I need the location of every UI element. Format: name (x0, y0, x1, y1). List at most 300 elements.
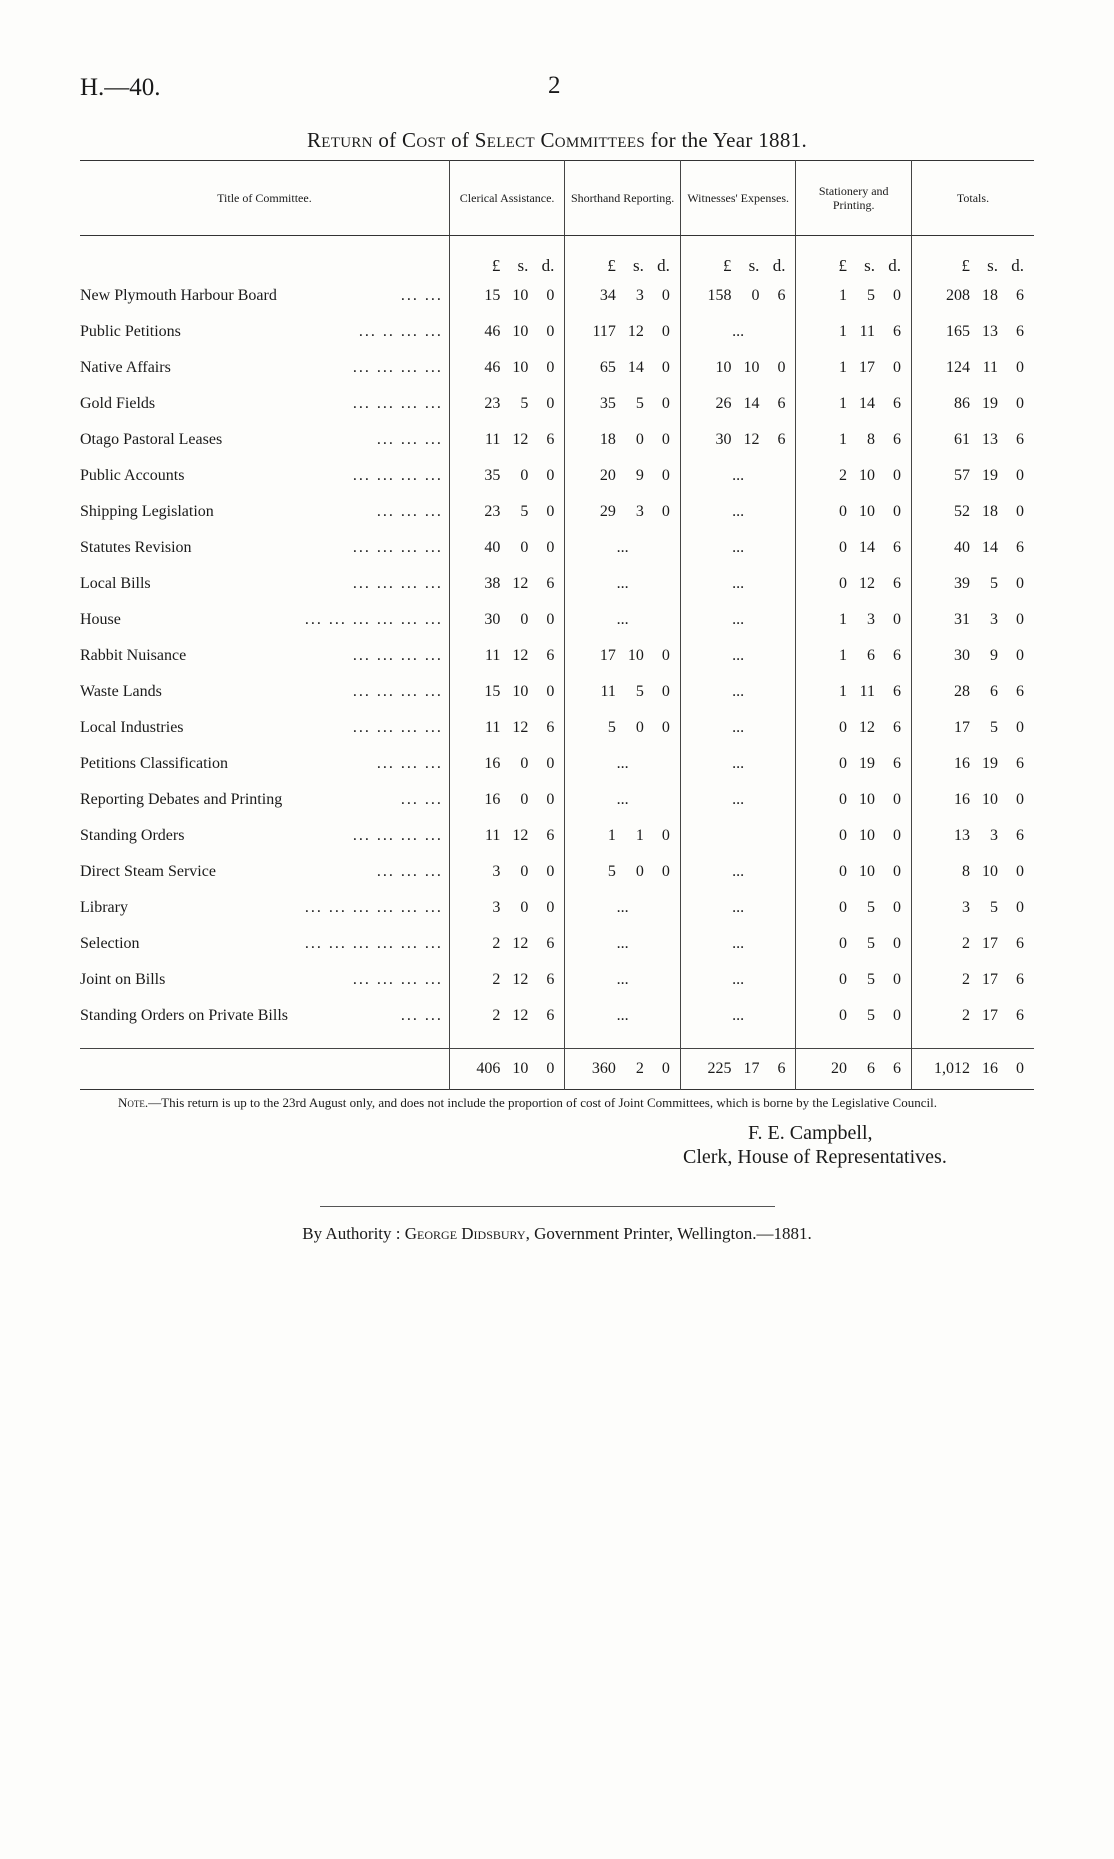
document-title (0, 128, 1114, 153)
amount-cell (565, 602, 681, 638)
nil-entry: ... (732, 719, 745, 736)
pounds-value: 26 (715, 395, 732, 412)
committee-name-cell (80, 710, 449, 746)
amount (912, 791, 1034, 809)
shillings-value: 18 (982, 503, 998, 520)
pence-value: 6 (1016, 827, 1024, 844)
pence-value: 0 (892, 467, 901, 484)
pence-value: 0 (546, 287, 555, 304)
amount-cell (680, 818, 796, 854)
pounds-value: 35 (599, 395, 616, 412)
amount (796, 323, 911, 341)
pounds-value: 0 (838, 1007, 847, 1024)
shillings-value: 0 (635, 719, 644, 736)
pounds-value: 2 (962, 971, 970, 988)
currency-unit-labels (796, 256, 911, 276)
pounds-value: 29 (599, 503, 616, 520)
shillings-value: 0 (520, 467, 529, 484)
pounds-value: 2 (962, 1007, 970, 1024)
nil-entry: ... (732, 539, 745, 556)
nil-entry: ... (616, 575, 629, 592)
pounds-value: 0 (838, 863, 847, 880)
amount-cell (565, 386, 681, 422)
pence-value: 0 (1016, 863, 1024, 880)
amount (796, 719, 911, 737)
shillings-value: 12 (858, 719, 875, 736)
shillings-value: 12 (627, 323, 644, 340)
amount (565, 323, 680, 341)
committee-name (80, 899, 449, 917)
amount (681, 431, 796, 449)
amount-cell (565, 530, 681, 566)
shillings-value: 5 (990, 575, 998, 592)
amount-cell (796, 926, 912, 962)
amount-cell (911, 710, 1034, 746)
shillings-value: 17 (982, 971, 998, 988)
amount-cell (449, 314, 565, 350)
amount (912, 575, 1034, 593)
amount (450, 647, 565, 665)
pence-value: 0 (892, 1007, 901, 1024)
shillings-value: 10 (858, 503, 875, 520)
committee-name (80, 467, 449, 485)
nil-entry: ... (732, 683, 745, 700)
pence-value: 6 (1016, 755, 1024, 772)
shillings-value: 8 (866, 431, 875, 448)
shillings-value: 0 (751, 287, 760, 304)
amount-cell (680, 638, 796, 674)
table-row (80, 746, 1034, 782)
pounds-value: 2 (962, 935, 970, 952)
pence-value: 6 (1016, 323, 1024, 340)
amount-cell (796, 602, 912, 638)
committee-name (80, 827, 449, 845)
shillings-value: 5 (866, 1007, 875, 1024)
pounds-value: 2 (492, 971, 501, 988)
shillings-value: 12 (512, 647, 529, 664)
amount (796, 431, 911, 449)
leader-dots: ... .. ... ... (358, 323, 443, 340)
shillings-value: 0 (520, 755, 529, 772)
committee-name (80, 395, 449, 413)
committee-title: Native Affairs (80, 359, 171, 376)
pence-value: 0 (892, 827, 901, 844)
signatory-name: F. E. Campbell, (748, 1122, 873, 1144)
nil-entry: ... (616, 899, 629, 916)
pence-value: 0 (546, 323, 555, 340)
shillings-value: 5 (866, 935, 875, 952)
nil-entry: ... (616, 971, 629, 988)
committee-name (80, 971, 449, 989)
nil-entry: ... (732, 899, 745, 916)
amount-cell (911, 782, 1034, 818)
shillings-value: 10 (982, 791, 998, 808)
amount-cell (680, 674, 796, 710)
currency-unit-labels (565, 256, 680, 276)
table-row (80, 350, 1034, 386)
committee-name (80, 683, 449, 701)
pence-value: 0 (892, 971, 901, 988)
pounds-value: 86 (954, 395, 970, 412)
pence-value: 6 (892, 683, 901, 700)
table-row (80, 926, 1034, 962)
pence-value: 6 (1016, 287, 1024, 304)
amount (912, 935, 1034, 953)
pounds-value: 1 (838, 647, 847, 664)
shillings-value: 5 (635, 683, 644, 700)
shillings-value: 19 (982, 467, 998, 484)
committee-name-cell (80, 386, 449, 422)
pound-symbol: £ (722, 256, 732, 275)
amount-cell (796, 710, 912, 746)
amount (912, 323, 1034, 341)
amount-cell (911, 350, 1034, 386)
leader-dots: ... ... ... ... (352, 467, 443, 484)
pounds-value: 40 (954, 539, 970, 556)
pence-value: 0 (546, 1060, 555, 1077)
amount (565, 431, 680, 449)
amount-cell (565, 890, 681, 926)
amount (912, 863, 1034, 881)
shillings-value: 2 (635, 1060, 644, 1077)
shillings-value: 3 (990, 611, 998, 628)
amount-cell (449, 710, 565, 746)
committee-title: Public Accounts (80, 467, 185, 484)
committee-name (80, 1007, 449, 1025)
amount-cell (680, 278, 796, 314)
shillings-value: 17 (858, 359, 875, 376)
shillings-value: 5 (635, 395, 644, 412)
shilling-symbol: s. (987, 256, 998, 275)
leader-dots: ... ... ... ... (352, 683, 443, 700)
amount-cell (680, 494, 796, 530)
amount (912, 359, 1034, 377)
pounds-value: 61 (954, 431, 970, 448)
pounds-value: 2 (492, 935, 501, 952)
amount-cell (565, 782, 681, 818)
nil-entry: ... (732, 647, 745, 664)
totals-row (80, 1049, 1034, 1090)
shillings-value: 10 (743, 359, 760, 376)
pence-value: 0 (546, 791, 555, 808)
pence-value: 0 (661, 359, 670, 376)
amount-cell (565, 926, 681, 962)
shillings-value: 5 (520, 503, 529, 520)
pence-value: 0 (892, 359, 901, 376)
table-row (80, 278, 1034, 314)
imprint-suffix: Government Printer, Wellington.—1881. (534, 1224, 812, 1243)
amount-cell (565, 962, 681, 998)
shillings-value: 11 (982, 359, 998, 376)
pounds-value: 0 (838, 935, 847, 952)
leader-dots: ... ... ... ... (352, 395, 443, 412)
blank-cell (796, 1034, 912, 1049)
amount-cell (911, 494, 1034, 530)
amount (450, 827, 565, 845)
committee-title: Gold Fields (80, 395, 156, 412)
shillings-value: 0 (520, 791, 529, 808)
committee-name-cell (80, 998, 449, 1034)
pounds-value: 165 (946, 323, 970, 340)
amount-cell (565, 350, 681, 386)
pence-value: 6 (777, 1060, 786, 1077)
amount (912, 827, 1034, 845)
pounds-value: 52 (954, 503, 970, 520)
pence-value: 0 (661, 503, 670, 520)
pence-value: 0 (1016, 719, 1024, 736)
committee-title: Standing Orders (80, 827, 185, 844)
pounds-value: 0 (838, 827, 847, 844)
amount-cell (680, 782, 796, 818)
pounds-value: 208 (946, 287, 970, 304)
shillings-value: 5 (866, 971, 875, 988)
amount (796, 935, 911, 953)
shillings-value: 5 (520, 395, 529, 412)
currency-units (911, 236, 1034, 279)
committee-name (80, 647, 449, 665)
pounds-value: 1 (838, 431, 847, 448)
pounds-value: 15 (484, 287, 501, 304)
pence-value: 0 (1016, 395, 1024, 412)
amount (450, 287, 565, 305)
shillings-value: 6 (866, 1060, 875, 1077)
pounds-value: 23 (484, 395, 501, 412)
amount-cell (680, 962, 796, 998)
amount (450, 1007, 565, 1025)
pence-value: 6 (892, 575, 901, 592)
nil-entry: ... (616, 611, 629, 628)
leader-dots: ... ... ... ... ... ... (304, 611, 443, 628)
note-text: —This return is up to the 23rd August only, and does not include the proportion of cost of Joint Committees, which is borne by the Legislative Council. (148, 1095, 937, 1110)
shillings-value: 19 (982, 395, 998, 412)
pounds-value: 1 (838, 683, 847, 700)
committee-name-cell (80, 350, 449, 386)
pounds-value: 38 (484, 575, 501, 592)
pounds-value: 0 (838, 971, 847, 988)
amount-cell (449, 638, 565, 674)
note-label: Note. (118, 1095, 149, 1110)
amount-cell (911, 674, 1034, 710)
amount-cell (680, 386, 796, 422)
amount-cell (796, 782, 912, 818)
pence-value: 6 (892, 539, 901, 556)
amount-cell (911, 602, 1034, 638)
spacer-row (80, 1034, 1034, 1049)
amount-cell (565, 854, 681, 890)
amount (796, 863, 911, 881)
amount-cell (449, 998, 565, 1034)
amount-cell (565, 422, 681, 458)
committee-name-cell (80, 962, 449, 998)
amount (450, 755, 565, 773)
pence-value: 0 (546, 899, 555, 916)
table-row (80, 782, 1034, 818)
pence-symbol: d. (772, 256, 786, 275)
amount-cell (449, 350, 565, 386)
pounds-value: 20 (599, 467, 616, 484)
committee-name-cell (80, 674, 449, 710)
shillings-value: 17 (982, 1007, 998, 1024)
table-row (80, 998, 1034, 1034)
committee-title: Statutes Revision (80, 539, 192, 556)
shillings-value: 10 (858, 827, 875, 844)
amount-cell (680, 350, 796, 386)
amount (565, 359, 680, 377)
amount-cell (796, 890, 912, 926)
amount-cell (449, 422, 565, 458)
pounds-value: 57 (954, 467, 970, 484)
amount-cell (680, 458, 796, 494)
nil-entry: ... (732, 971, 745, 988)
col-header-witnesses: Witnesses' Expenses. (680, 161, 796, 236)
committee-name-cell (80, 926, 449, 962)
amount (450, 791, 565, 809)
pence-value: 6 (546, 827, 555, 844)
amount-cell (911, 746, 1034, 782)
amount (565, 1060, 680, 1078)
committee-name (80, 755, 449, 773)
pounds-value: 16 (484, 791, 501, 808)
footnote (80, 1096, 1034, 1110)
amount-cell (449, 962, 565, 998)
amount (912, 431, 1034, 449)
amount-cell (449, 530, 565, 566)
amount (796, 287, 911, 305)
amount-cell (796, 854, 912, 890)
shillings-value: 19 (858, 755, 875, 772)
pence-value: 6 (546, 935, 555, 952)
shillings-value: 10 (512, 1060, 529, 1077)
table-row (80, 854, 1034, 890)
amount-cell (565, 710, 681, 746)
committee-title: Library (80, 899, 128, 916)
amount-cell (680, 890, 796, 926)
col-header-totals: Totals. (911, 161, 1034, 236)
amount-cell (565, 638, 681, 674)
amount-cell (565, 746, 681, 782)
blank-cell (80, 1034, 449, 1049)
amount-cell (911, 1049, 1034, 1090)
committee-title: Local Industries (80, 719, 184, 736)
amount (450, 575, 565, 593)
amount-cell (796, 674, 912, 710)
table-row (80, 818, 1034, 854)
table-row (80, 962, 1034, 998)
nil-entry: ... (616, 1007, 629, 1024)
amount-cell (449, 1049, 565, 1090)
pounds-value: 30 (484, 611, 501, 628)
pence-value: 6 (777, 431, 786, 448)
page-number: 2 (548, 72, 561, 99)
shillings-value: 9 (990, 647, 998, 664)
pounds-value: 360 (591, 1060, 616, 1077)
nil-entry: ... (732, 467, 745, 484)
committee-name (80, 719, 449, 737)
pence-value: 6 (1016, 431, 1024, 448)
amount (912, 1007, 1034, 1025)
committee-name (80, 611, 449, 629)
amount-cell (565, 818, 681, 854)
pounds-value: 0 (838, 575, 847, 592)
amount-cell (911, 566, 1034, 602)
amount (796, 683, 911, 701)
pence-value: 0 (661, 647, 670, 664)
amount (450, 503, 565, 521)
amount-cell (911, 926, 1034, 962)
nil-entry: ... (732, 611, 745, 628)
leader-dots: ... ... ... ... ... ... (304, 899, 443, 916)
committee-name-cell (80, 854, 449, 890)
committee-name (80, 575, 449, 593)
pence-value: 0 (1016, 611, 1024, 628)
shillings-value: 12 (512, 827, 529, 844)
table-row (80, 602, 1034, 638)
committee-name-cell (80, 494, 449, 530)
shillings-value: 18 (982, 287, 998, 304)
amount (796, 755, 911, 773)
pence-value: 0 (661, 683, 670, 700)
pence-value: 6 (1016, 1007, 1024, 1024)
shillings-value: 10 (858, 863, 875, 880)
shillings-value: 10 (512, 287, 529, 304)
table-row (80, 638, 1034, 674)
pounds-value: 30 (954, 647, 970, 664)
amount-cell (449, 278, 565, 314)
nil-entry: ... (732, 323, 745, 340)
table-body (80, 236, 1034, 1090)
amount-cell (796, 998, 912, 1034)
amount (450, 935, 565, 953)
leader-dots: ... ... ... ... (352, 539, 443, 556)
leader-dots: ... ... ... (376, 755, 443, 772)
committee-title: House (80, 611, 121, 628)
amount (450, 467, 565, 485)
pounds-value: 3 (492, 863, 501, 880)
committee-name (80, 791, 449, 809)
shillings-value: 12 (512, 1007, 529, 1024)
committee-title: Local Bills (80, 575, 151, 592)
amount-cell (911, 458, 1034, 494)
pounds-value: 0 (838, 899, 847, 916)
nil-entry: ... (616, 935, 629, 952)
amount-cell (911, 854, 1034, 890)
shillings-value: 5 (990, 719, 998, 736)
pence-value: 0 (546, 611, 555, 628)
imprint-prefix: By Authority : (302, 1224, 401, 1243)
pounds-value: 1 (838, 323, 847, 340)
shillings-value: 3 (635, 287, 644, 304)
amount (681, 1060, 796, 1078)
amount-cell (565, 998, 681, 1034)
amount-cell (680, 566, 796, 602)
leader-dots: ... ... (400, 791, 443, 808)
pence-value: 6 (546, 719, 555, 736)
leader-dots: ... ... ... (376, 503, 443, 520)
pounds-value: 39 (954, 575, 970, 592)
amount-cell (796, 314, 912, 350)
nil-entry: ... (616, 539, 629, 556)
pounds-value: 2 (492, 1007, 501, 1024)
shillings-value: 19 (982, 755, 998, 772)
amount-cell (911, 278, 1034, 314)
shillings-value: 0 (635, 863, 644, 880)
pence-value: 0 (661, 1060, 670, 1077)
pence-value: 0 (1016, 575, 1024, 592)
amount (796, 1060, 911, 1078)
amount (912, 683, 1034, 701)
pounds-value: 13 (954, 827, 970, 844)
nil-entry: ... (732, 575, 745, 592)
